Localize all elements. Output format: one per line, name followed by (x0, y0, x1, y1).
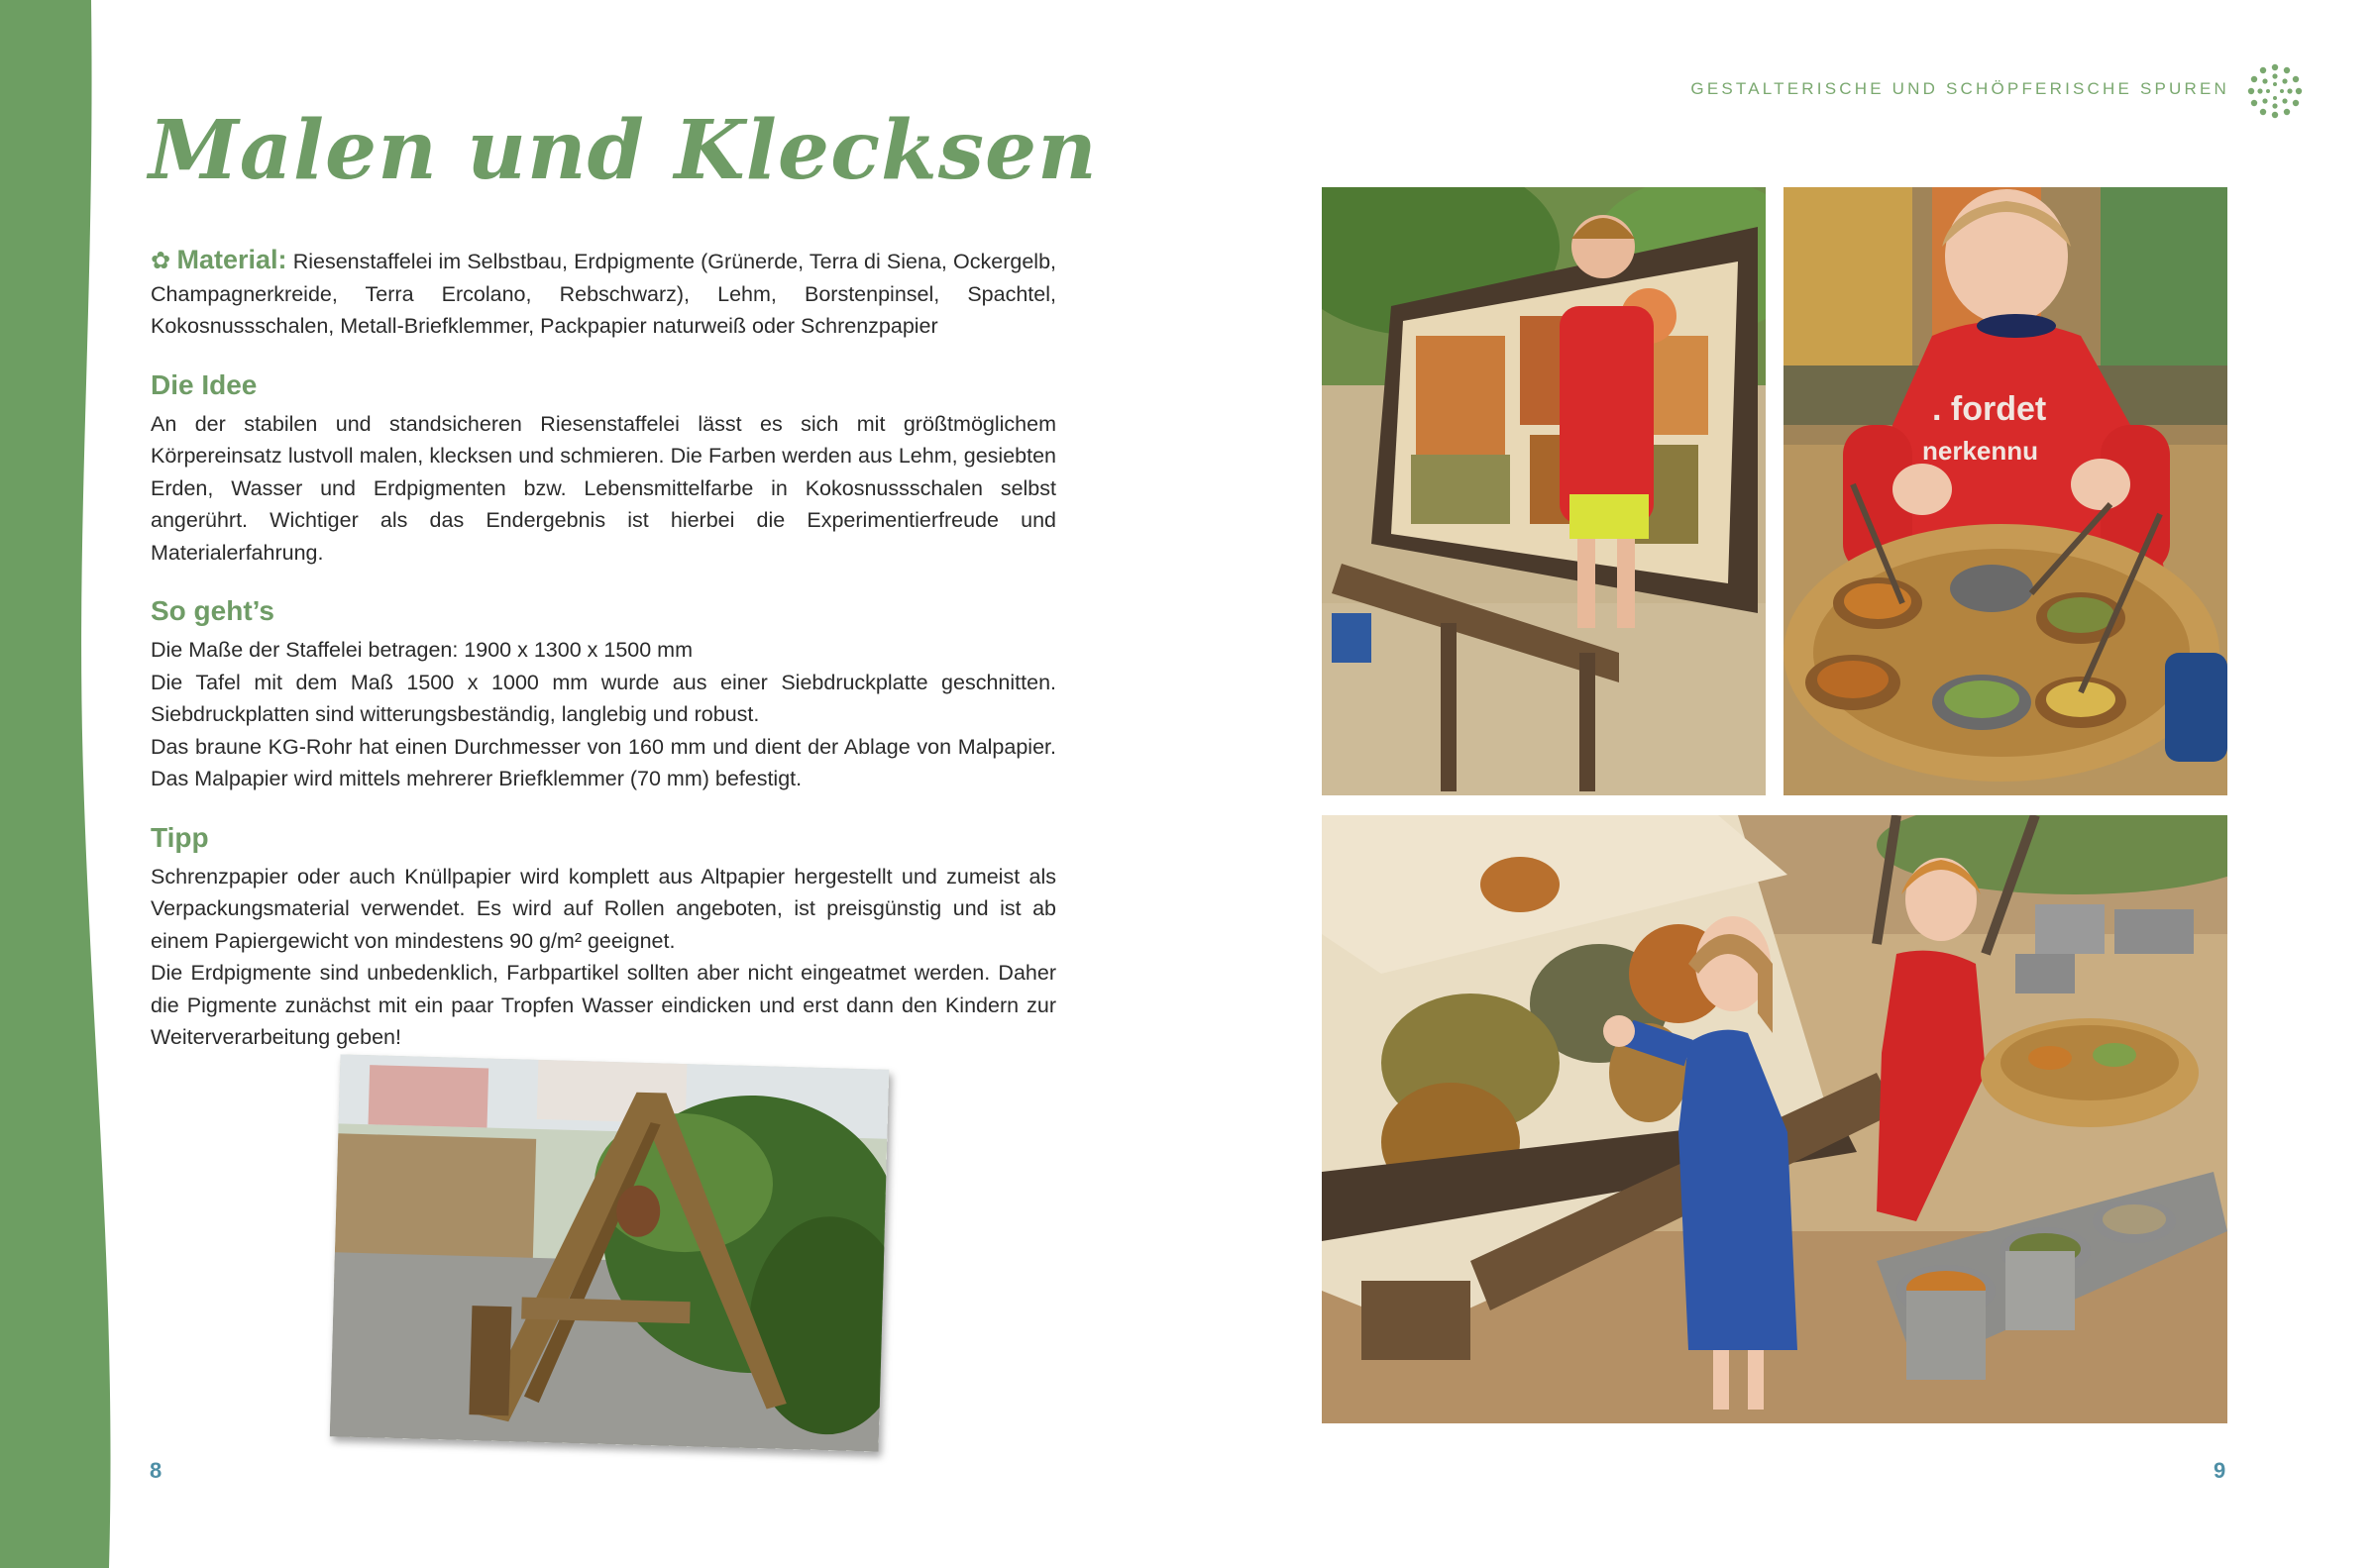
page-number-right: 9 (2214, 1458, 2226, 1483)
so-gehts-paragraph-1: Die Maße der Staffelei betragen: 1900 x 1300 x 1500 mm (151, 638, 693, 662)
photo-children-painting (1322, 815, 2227, 1423)
flower-icon: ✿ (151, 248, 171, 274)
idee-paragraph: An der stabilen und standsicheren Riesenstaffelei lässt es sich mit größtmöglichem Körpereinsatz lustvoll malen, klecksen und schmieren. Die Farben werden aus Lehm, gesiebten Erden, Wasser und Erdpigmenten bzw. Lebensmittelfarbe in Kokosnussschalen selbst angerührt. Wichtiger als das Endergebnis ist hierbei die Experimentierfreude und Materialerfahrung. (151, 411, 1056, 565)
material-paragraph (151, 244, 1056, 343)
shirt-text-2: nerkennu (1922, 436, 2039, 466)
heading-tipp: Tipp (151, 821, 209, 853)
page-title: Malen und Klecksen (149, 103, 1098, 198)
so-gehts-paragraph-2: Die Tafel mit dem Maß 1500 x 1000 mm wurde aus einer Siebdruckplatte geschnitten. Siebdruckplatten sind witterungsbeständig, langlebig und robust. (151, 670, 1056, 726)
green-page-border (0, 0, 129, 1568)
so-gehts-paragraph-3: Das braune KG-Rohr hat einen Durchmesser von 160 mm und dient der Ablage von Malpapier. Das Malpapier wird mittels mehrerer Briefklemmer (70 mm) befestigt. (151, 734, 1056, 790)
page-number-left: 8 (150, 1458, 162, 1483)
heading-so-gehts: So geht’s (151, 595, 274, 626)
tipp-paragraph-1: Schrenzpapier oder auch Knüllpapier wird komplett aus Altpapier hergestellt und zumeist als Verpackungsmaterial verwendet. Es wird auf Rollen angeboten, ist preisgünstig und ist ab einem Papiergewicht von mindestens 90 g/m² geeignet. (151, 864, 1056, 953)
heading-idee: Die Idee (151, 368, 258, 400)
photo-easel-yard (330, 1054, 890, 1451)
running-head: GESTALTERISCHE UND SCHÖPFERISCHE SPUREN (1690, 79, 2229, 98)
text-column (151, 244, 1056, 1054)
photo-boy-at-easel (1322, 187, 1766, 795)
dot-circle-icon (2247, 63, 2303, 119)
material-text: Riesenstaffelei im Selbstbau, Erdpigmente (Grünerde, Terra di Siena, Ockergelb, Champagnerkreide, Terra Ercolano, Rebschwarz), Lehm, Borstenpinsel, Spachtel, Kokosnussschalen, Metall-Briefklemmer, Packpapier naturweiß oder Schrenzpapier (151, 250, 1057, 338)
photo-boy-mixing-paint (1784, 187, 2227, 795)
shirt-text: . fordet (1932, 390, 2047, 428)
tipp-paragraph-2: Die Erdpigmente sind unbedenklich, Farbpartikel sollten aber nicht eingeatmet werden. Daher die Pigmente zunächst mit ein paar Tropfen Wasser eindicken und erst dann den Kindern zur Weiterverarbeitung geben! (151, 961, 1056, 1049)
material-label: Material: (176, 245, 287, 274)
